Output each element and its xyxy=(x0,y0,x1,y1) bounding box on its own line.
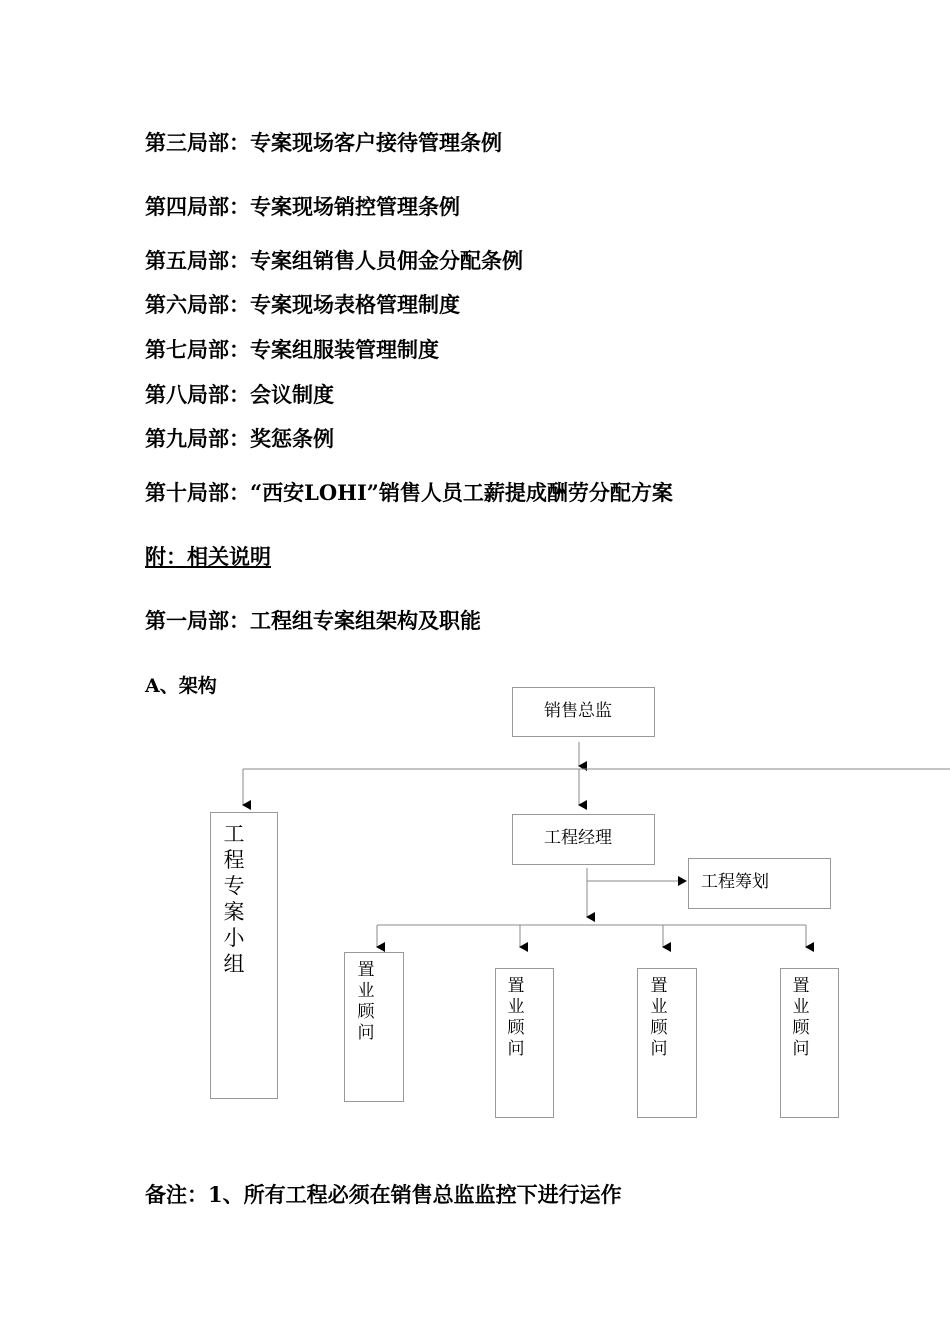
org-node-planning-label: 工程筹划 xyxy=(701,872,769,892)
consultant-char: 问 xyxy=(650,1039,668,1059)
note: 备注：1、所有工程必须在销售总监监控下进行运作 xyxy=(145,1182,622,1207)
consultant-char: 顾 xyxy=(650,1018,668,1038)
org-node-manager-label: 工程经理 xyxy=(544,828,612,848)
org-node-manager xyxy=(512,814,655,865)
consultant-char: 业 xyxy=(357,981,375,1001)
section-title: 第一局部：工程组专案组架构及职能 xyxy=(145,608,481,633)
team-char: 专 xyxy=(223,874,245,898)
consultant-char: 业 xyxy=(792,997,810,1017)
subsection-label: A、架构 xyxy=(145,675,217,697)
consultant-char: 业 xyxy=(650,997,668,1017)
consultant-char: 顾 xyxy=(357,1002,375,1022)
consultant-char: 问 xyxy=(357,1023,375,1043)
team-char: 程 xyxy=(223,848,245,872)
team-char: 案 xyxy=(223,900,245,924)
toc-item-part6: 第六局部：专案现场表格管理制度 xyxy=(145,292,460,317)
team-char: 小 xyxy=(223,926,245,950)
toc-item-part9: 第九局部：奖惩条例 xyxy=(145,426,334,451)
team-char: 工 xyxy=(223,822,245,846)
org-node-consultant-2 xyxy=(495,968,554,1118)
consultant-char: 置 xyxy=(357,960,375,980)
appendix-heading: 附：相关说明 xyxy=(145,544,271,569)
consultant-char: 置 xyxy=(650,976,668,996)
org-node-consultant-3 xyxy=(637,968,697,1118)
org-node-project-team xyxy=(210,812,278,1099)
org-node-project-team-label xyxy=(222,821,246,977)
toc-item-part10: 第十局部：“西安LOHI”销售人员工薪提成酬劳分配方案 xyxy=(145,480,673,505)
toc-item-part7: 第七局部：专案组服装管理制度 xyxy=(145,337,439,362)
org-node-director xyxy=(512,687,655,737)
consultant-label xyxy=(791,976,811,1060)
consultant-char: 问 xyxy=(792,1039,810,1059)
team-char: 组 xyxy=(223,952,245,976)
consultant-label xyxy=(649,976,669,1060)
consultant-char: 置 xyxy=(792,976,810,996)
consultant-char: 置 xyxy=(507,976,525,996)
org-node-director-label: 销售总监 xyxy=(544,701,612,721)
toc-item-part3: 第三局部：专案现场客户接待管理条例 xyxy=(145,130,502,155)
consultant-char: 顾 xyxy=(507,1018,525,1038)
consultant-char: 问 xyxy=(507,1039,525,1059)
consultant-label xyxy=(506,976,526,1060)
toc-item-part4: 第四局部：专案现场销控管理条例 xyxy=(145,194,460,219)
consultant-label xyxy=(356,960,376,1044)
consultant-char: 顾 xyxy=(792,1018,810,1038)
toc-item-part5: 第五局部：专案组销售人员佣金分配条例 xyxy=(145,248,523,273)
toc-item-part8: 第八局部：会议制度 xyxy=(145,382,334,407)
org-node-planning xyxy=(688,858,831,909)
consultant-char: 业 xyxy=(507,997,525,1017)
org-node-consultant-1 xyxy=(344,952,404,1102)
org-node-consultant-4 xyxy=(780,968,839,1118)
